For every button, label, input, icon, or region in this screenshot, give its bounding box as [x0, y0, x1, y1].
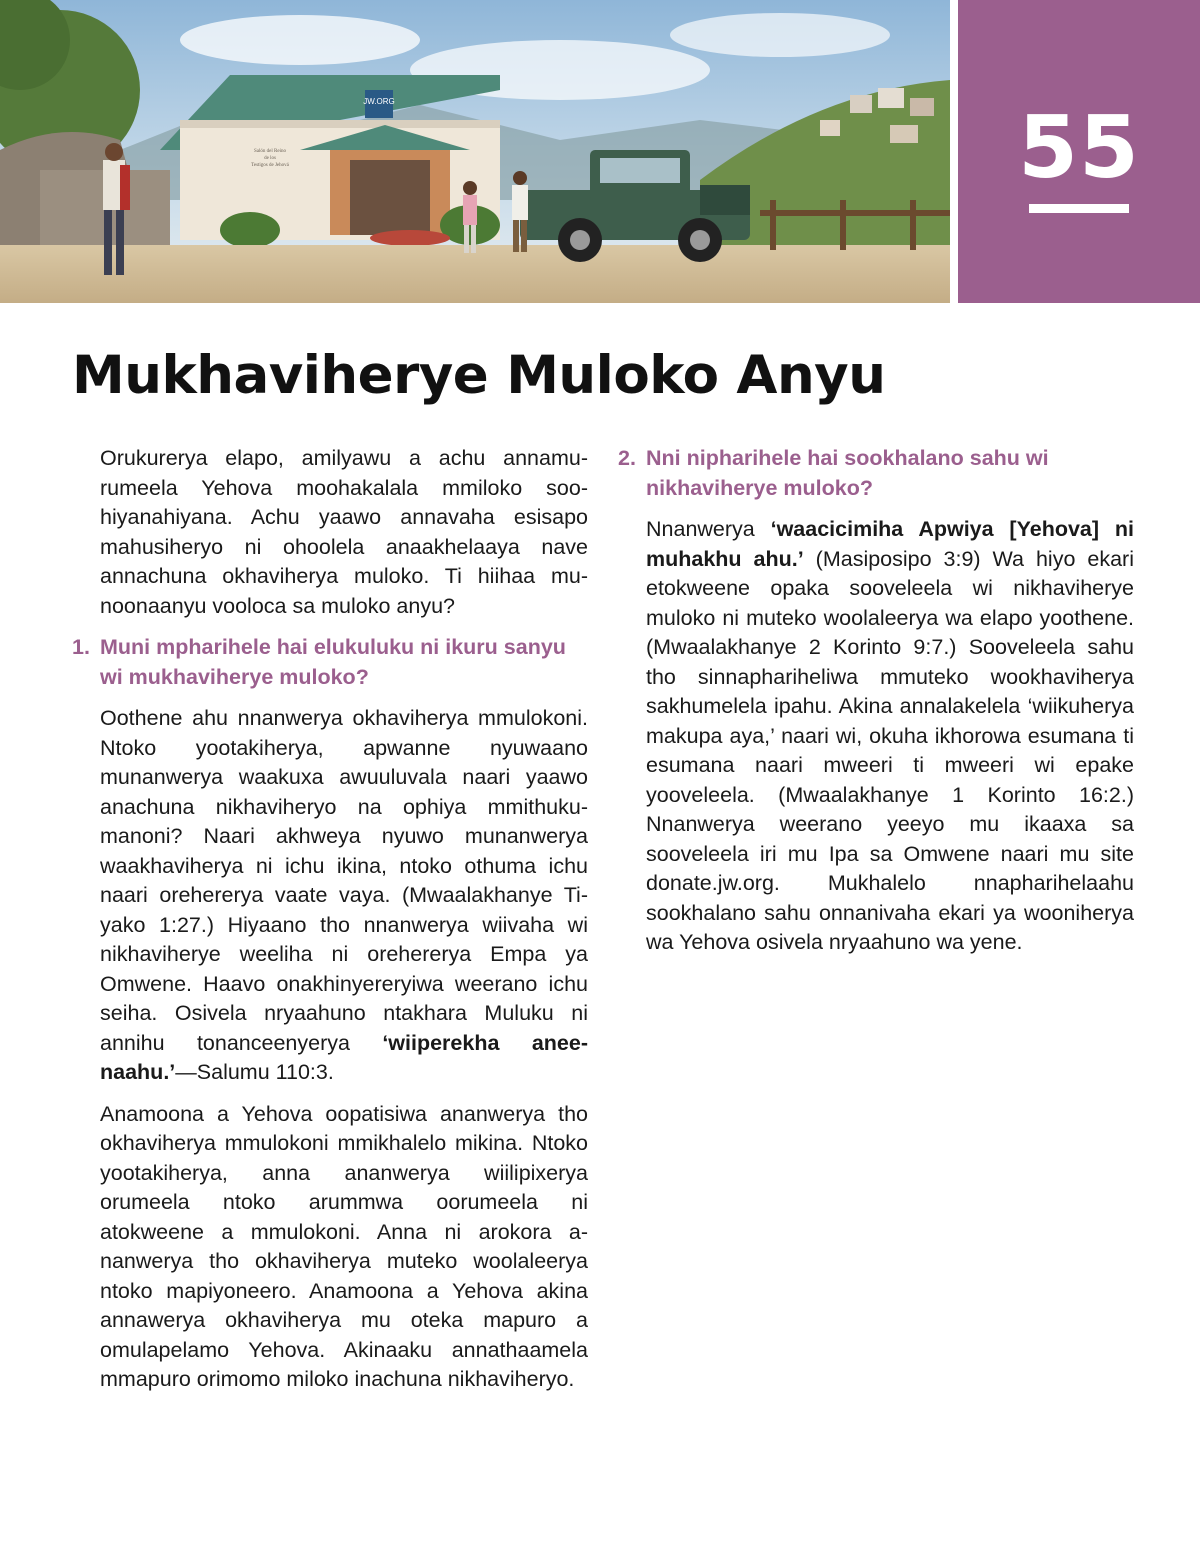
hero-photo [0, 0, 950, 303]
intro-paragraph: Orukurerya elapo, amilyawu a achu annamurumeela Yehova moohakalala mmiloko soohiyanahiyana. Achu yaawo annavaha esisapo mahusiheryo ni ohoolela anaakhelaaya nave annachuna okhaviherya muloko. Ti hiihaa munoonaanyu vooloca sa muloko anyu? [100, 446, 588, 618]
question-2 [618, 444, 1134, 503]
question-1-text: Muni mpharihele hai elukuluku ni ikuru sanyu wi mukhaviherye muloko? [100, 635, 566, 689]
question-1-paragraph-1-text: Oothene ahu nnanwerya okhaviherya mmulokoni. Ntoko yootakiherya, apwanne nyuwaano munanwerya waakuxa awuuluvala naari yaawo anachuna nikhaviheryo na ophiya mmithukumanoni? Naari akhweya nyuwo munanwerya waakhaviherya ni ichu ikina, ntoko othuma ichu naari orehererya vaate vaya. (Mwaalakhanye Tiyako 1:27.) Hiyaano tho nnanwerya wiivaha wi nikhaviherye weeliha ni orehererya Empa ya Omwene. Haavo onakhinyereryiwa weerano ichu seiha. Osivela nryaahuno ntakhara Muluku ni annihu tonanceenyerya [100, 706, 588, 1055]
question-2-text: Nni nipharihele hai sookhalano sahu wi nikhaviherye muloko? [646, 446, 1049, 500]
question-2-number: 2. [618, 446, 636, 470]
question-1-scripture-ref: —Salumu 110:3. [175, 1060, 334, 1084]
sign-text-2: de los [264, 156, 276, 161]
kingdom-hall-photo-icon [0, 0, 950, 303]
sign-logo: JW.ORG [363, 97, 395, 106]
sign-text-1: Salón del Reino [254, 149, 286, 154]
question-2-paragraph-start: Nnanwerya [646, 517, 771, 541]
question-2-paragraph [646, 515, 1134, 958]
lesson-number-box [958, 0, 1200, 303]
page-title: Mukhaviherye Muloko Anyu [72, 345, 886, 406]
lesson-number-underline [1029, 204, 1129, 213]
lesson-number: 55 [1018, 98, 1140, 198]
question-1-number: 1. [72, 635, 90, 659]
left-column [72, 444, 588, 1407]
question-2-paragraph-rest: (Masiposipo 3:9) Wa hiyo ekari etokweene opaka sooveleela wi nikhaviherye muloko ni muteko woolaleerya wa elapo yoothene. (Mwaalakhanye 2 Korinto 9:7.) Sooveleela sahu tho sinnaphariheliwa mmuteko wookhaviherya sakhumelela ipahu. Akina annalakelela ‘wiikuherya makupa aya,’ naari wi, okuha ikhorowa esumana ti esumana naari mweeri ti mweeri wi epake yooveleela. (Mwaalakhanye 1 Korinto 16:2.) Nnanwerya weerano yeeyo mu ikaaxa sa sooveleela iri mu Ipa sa Omwene naari mu site donate.jw.org. Mukhalelo nnapharihelaahu sookhalano sahu onnanivaha ekari ya wooniherya wa Yehova osivela nryaahuno wa yene. [646, 546, 1134, 954]
right-column [618, 444, 1134, 970]
question-2-quote: ‘waacicimiha Apwiya [Yehova] ni muhakhu ahu.’ [646, 517, 1134, 571]
question-1 [72, 633, 588, 692]
question-1-paragraph-2: Anamoona a Yehova oopatisiwa ananwerya tho okhaviherya mmulokoni mmikhalelo mikina. Ntoko yootakiherya, anna ananwerya wiilipixerya orumeela ntoko arummwa oorumeela ni atokweene a mmulokoni. Anna ni arokora ananwerya tho okhaviherya muteko woolaleerya ntoko mapiyoneero. Anamoona a Yehova akina annawerya okhaviherya mu oteka mapuro a omulapelamo Yehova. Akinaaku annathaamela mmapuro orimomo miloko inachuna nikhaviheryo. [100, 1101, 588, 1391]
sign-text-3: Testigos de Jehová [251, 163, 289, 168]
question-1-quote: ‘wiiperekha aneenaahu.’ [100, 1030, 588, 1084]
question-1-paragraph-1 [100, 704, 588, 1088]
